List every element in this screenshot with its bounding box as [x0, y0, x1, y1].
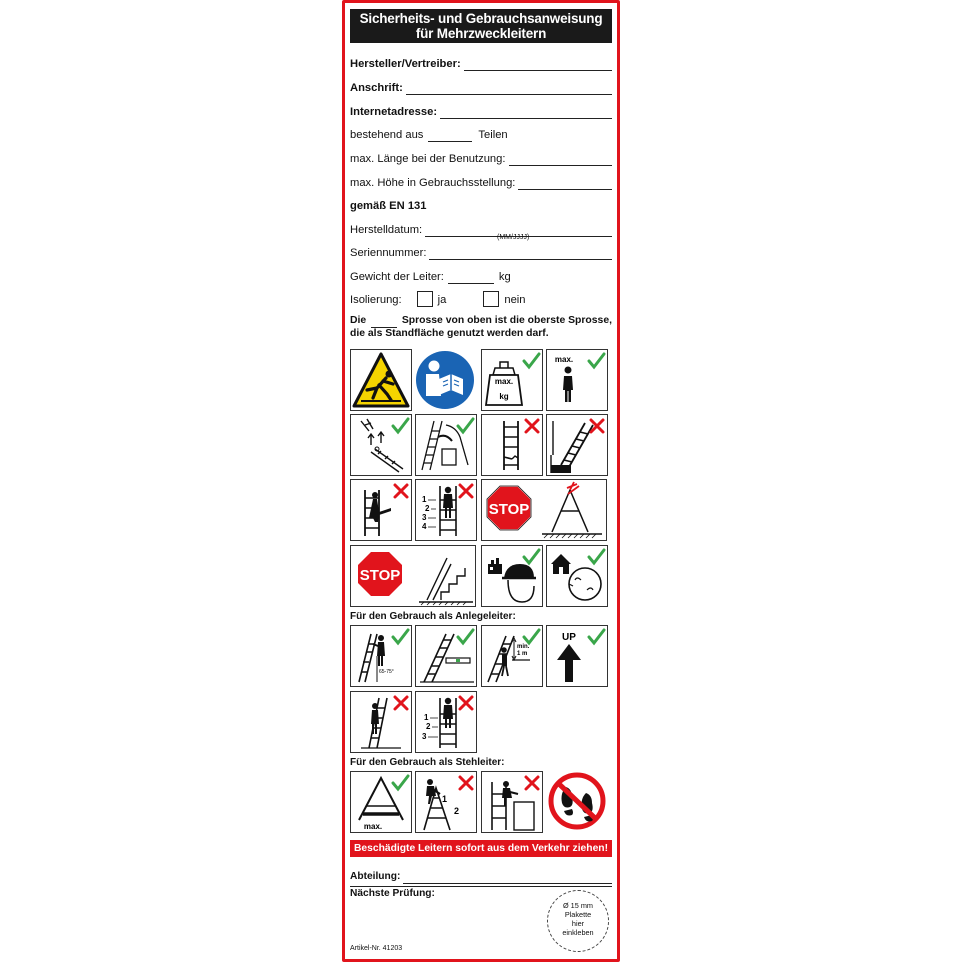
field-gewicht-label: Gewicht der Leiter:: [350, 271, 444, 283]
pictogram-spreader-max: [350, 771, 412, 833]
pictogram-top-rungs-forbidden: [415, 479, 477, 541]
checkbox-nein-label: nein: [504, 294, 526, 306]
field-max-hoehe-label: max. Höhe in Gebrauchsstellung:: [350, 177, 516, 189]
check-icon: [393, 776, 408, 789]
sprosse-text: Sprosse von oben ist die oberste Sprosse,: [401, 315, 612, 326]
pictogram-no-side-step: [481, 771, 543, 833]
field-seriennummer-line: [429, 248, 612, 260]
seal-line-2: Plakette: [564, 910, 592, 919]
pictogram-stop-electrical: [481, 479, 607, 541]
field-norm: [350, 197, 612, 213]
header-line-2: für Mehrzweckleitern: [415, 26, 547, 41]
pictogram-no-overreach: [350, 479, 412, 541]
cross-icon: [460, 485, 472, 497]
field-hersteller-label: Hersteller/Vertreiber:: [350, 58, 461, 70]
field-gewicht-line: [448, 272, 494, 284]
rung-number-4: 4: [422, 522, 427, 531]
field-herstelldatum-label: Herstelldatum:: [350, 224, 423, 236]
field-gewicht: [350, 268, 612, 284]
safety-instruction-label: [342, 0, 620, 962]
up-text: UP: [562, 632, 576, 643]
angle-text: 65-75°: [379, 669, 394, 675]
field-bestehend-label: bestehend aus: [350, 129, 424, 141]
rung-number-1: 1: [422, 495, 427, 504]
field-hersteller-line: [464, 59, 612, 71]
pictogram-wrong-lean-angle: [350, 691, 412, 753]
pictogram-lean-angle: [350, 625, 412, 687]
pictogram-inspect-ladder: [350, 414, 412, 476]
max-load-kg-text: kg: [499, 392, 509, 401]
field-max-laenge-label: max. Länge bei der Benutzung:: [350, 153, 506, 165]
field-bestehend-unit: Teilen: [478, 129, 508, 141]
cross-icon: [395, 697, 407, 709]
min-text: min.: [517, 644, 530, 650]
pictogram-helmet-required: [481, 545, 543, 607]
field-internet-label: Internetadresse:: [350, 106, 438, 118]
field-isolierung-label: Isolierung:: [350, 294, 402, 306]
one-meter-text: 1 m: [517, 651, 528, 657]
field-max-laenge: [350, 150, 612, 166]
rung-number-2: 2: [425, 504, 430, 513]
field-internet-line: [440, 107, 612, 119]
check-icon: [524, 630, 539, 643]
cross-icon: [460, 697, 472, 709]
field-abteilung-label: Abteilung:: [350, 871, 401, 882]
pictogram-level-base: [415, 625, 477, 687]
rung-number-3: 3: [422, 732, 427, 741]
pictogram-step-over-forbidden: [415, 771, 477, 833]
field-naechste-pruefung-label: Nächste Prüfung:: [350, 888, 435, 899]
cross-icon: [526, 777, 538, 789]
max-load-max-text: max.: [494, 377, 514, 386]
cross-icon: [460, 777, 472, 789]
field-max-hoehe: [350, 174, 612, 190]
rung-number-1: 1: [424, 713, 429, 722]
pictogram-top-rungs-lean: [415, 691, 477, 753]
max-persons-text: max.: [554, 355, 574, 364]
inspection-sticker-area: [547, 890, 609, 952]
sprosse-text-2: die als Standfläche genutzt werden darf.: [350, 328, 549, 339]
sprosse-prefix: Die: [350, 315, 367, 326]
pictogram-indoor-outdoor: [546, 545, 608, 607]
label-header: [350, 9, 612, 43]
field-abteilung: [350, 868, 612, 884]
seal-line-1: Ø 15 mm: [562, 901, 593, 910]
section-anlegeleiter: Für den Gebrauch als Anlegeleiter:: [350, 611, 516, 622]
field-seriennummer-label: Seriennummer:: [350, 247, 427, 259]
check-icon: [589, 630, 604, 643]
pictogram-check-rungs: [415, 414, 477, 476]
check-icon: [458, 419, 473, 432]
field-seriennummer: [350, 244, 612, 260]
field-anschrift-line: [406, 83, 612, 95]
pictogram-read-manual: [415, 349, 477, 411]
cross-icon: [395, 485, 407, 497]
checkbox-ja[interactable]: [417, 291, 433, 307]
pictogram-ladder-on-object: [546, 414, 608, 476]
checkbox-nein[interactable]: [483, 291, 499, 307]
section-stehleiter: Für den Gebrauch als Stehleiter:: [350, 757, 505, 768]
pictogram-fall-warning: [350, 349, 412, 411]
check-icon: [393, 630, 408, 643]
pictogram-stop-stairs: [350, 545, 476, 607]
header-line-1: Sicherheits- und Gebrauchsanweisung: [359, 11, 603, 26]
seal-line-4: einkleben: [562, 928, 594, 937]
pictogram-damaged-ladder: [481, 414, 543, 476]
step-number-2: 2: [454, 806, 460, 816]
field-herstelldatum: [350, 221, 612, 237]
rung-number-3: 3: [422, 513, 427, 522]
field-isolierung: [350, 291, 612, 307]
field-hersteller: [350, 55, 612, 71]
check-icon: [589, 550, 604, 563]
pictogram-max-load: [481, 349, 543, 411]
field-anschrift: [350, 79, 612, 95]
field-anschrift-label: Anschrift:: [350, 82, 403, 94]
check-icon: [524, 354, 539, 367]
pictogram-no-walking-ladder: [546, 771, 608, 833]
spreader-max-text: max.: [363, 822, 383, 831]
up-arrow-icon: [557, 644, 581, 682]
field-max-laenge-line: [509, 154, 613, 166]
step-number-1: 1: [442, 794, 448, 804]
cross-icon: [526, 420, 538, 432]
field-bestehend: [350, 126, 612, 142]
sprosse-line-2: [350, 325, 612, 341]
check-icon: [524, 550, 539, 563]
field-gewicht-unit: kg: [498, 271, 511, 283]
warning-banner: Beschädigte Leitern sofort aus dem Verkehr ziehen!: [350, 840, 612, 857]
checkbox-ja-label: ja: [437, 294, 447, 306]
rung-number-2: 2: [426, 722, 431, 731]
article-number: Artikel-Nr. 41203: [350, 945, 403, 952]
stop-text: STOP: [359, 567, 401, 584]
date-format-hint: (MM/JJJJ): [497, 234, 530, 241]
check-icon: [393, 419, 408, 432]
check-icon: [458, 630, 473, 643]
pictogram-min-projection: [481, 625, 543, 687]
field-max-hoehe-line: [518, 178, 612, 190]
seal-line-3: hier: [571, 919, 585, 928]
norm-text: gemäß EN 131: [350, 200, 427, 212]
pictogram-max-persons: [546, 349, 608, 411]
field-abteilung-line: [403, 872, 612, 884]
stop-text: STOP: [488, 501, 530, 518]
field-bestehend-line: [428, 130, 472, 142]
pictogram-up-direction: [546, 625, 608, 687]
field-internet: [350, 103, 612, 119]
check-icon: [589, 354, 604, 367]
